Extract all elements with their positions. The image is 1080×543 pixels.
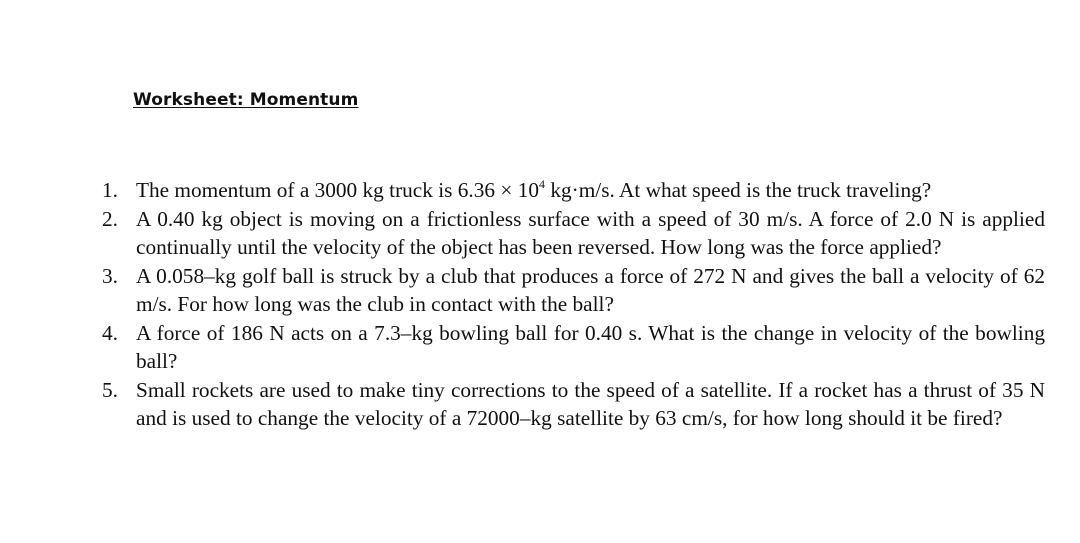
worksheet-title: Worksheet: Momentum (133, 90, 359, 110)
question-number: 4. (102, 320, 118, 345)
question-text (136, 176, 1045, 205)
question-item-4 (102, 319, 1045, 376)
question-number: 3. (102, 263, 118, 288)
question-list (102, 176, 1045, 433)
question-number: 1. (102, 178, 118, 202)
question-item-3 (102, 262, 1045, 319)
question-number: 2. (102, 206, 118, 231)
question-text: A 0.40 kg object is moving on a frictionless surface with a speed of 30 m/s. A force of 2.0 N is applied continually until the velocity of the object has been reversed. How long was the force applied? (136, 206, 1045, 259)
question-text-part: The momentum of a 3000 kg truck is 6.36 × 10 (136, 178, 539, 202)
question-item-5 (102, 376, 1045, 433)
question-item-2 (102, 205, 1045, 262)
question-text: A 0.058–kg golf ball is struck by a club that produces a force of 272 N and gives the ball a velocity of 62 m/s. For how long was the club in contact with the ball? (136, 263, 1045, 316)
question-item-1 (102, 176, 1045, 205)
exponent: 4 (539, 177, 545, 191)
question-text: Small rockets are used to make tiny corrections to the speed of a satellite. If a rocket has a thrust of 35 N and is used to change the velocity of a 72000–kg satellite by 63 cm/s, for how long should it be fired? (136, 377, 1045, 430)
question-number: 5. (102, 377, 118, 402)
question-text-part: kg·m/s. At what speed is the truck traveling? (545, 178, 932, 202)
question-text: A force of 186 N acts on a 7.3–kg bowling ball for 0.40 s. What is the change in velocity of the bowling ball? (136, 320, 1045, 373)
